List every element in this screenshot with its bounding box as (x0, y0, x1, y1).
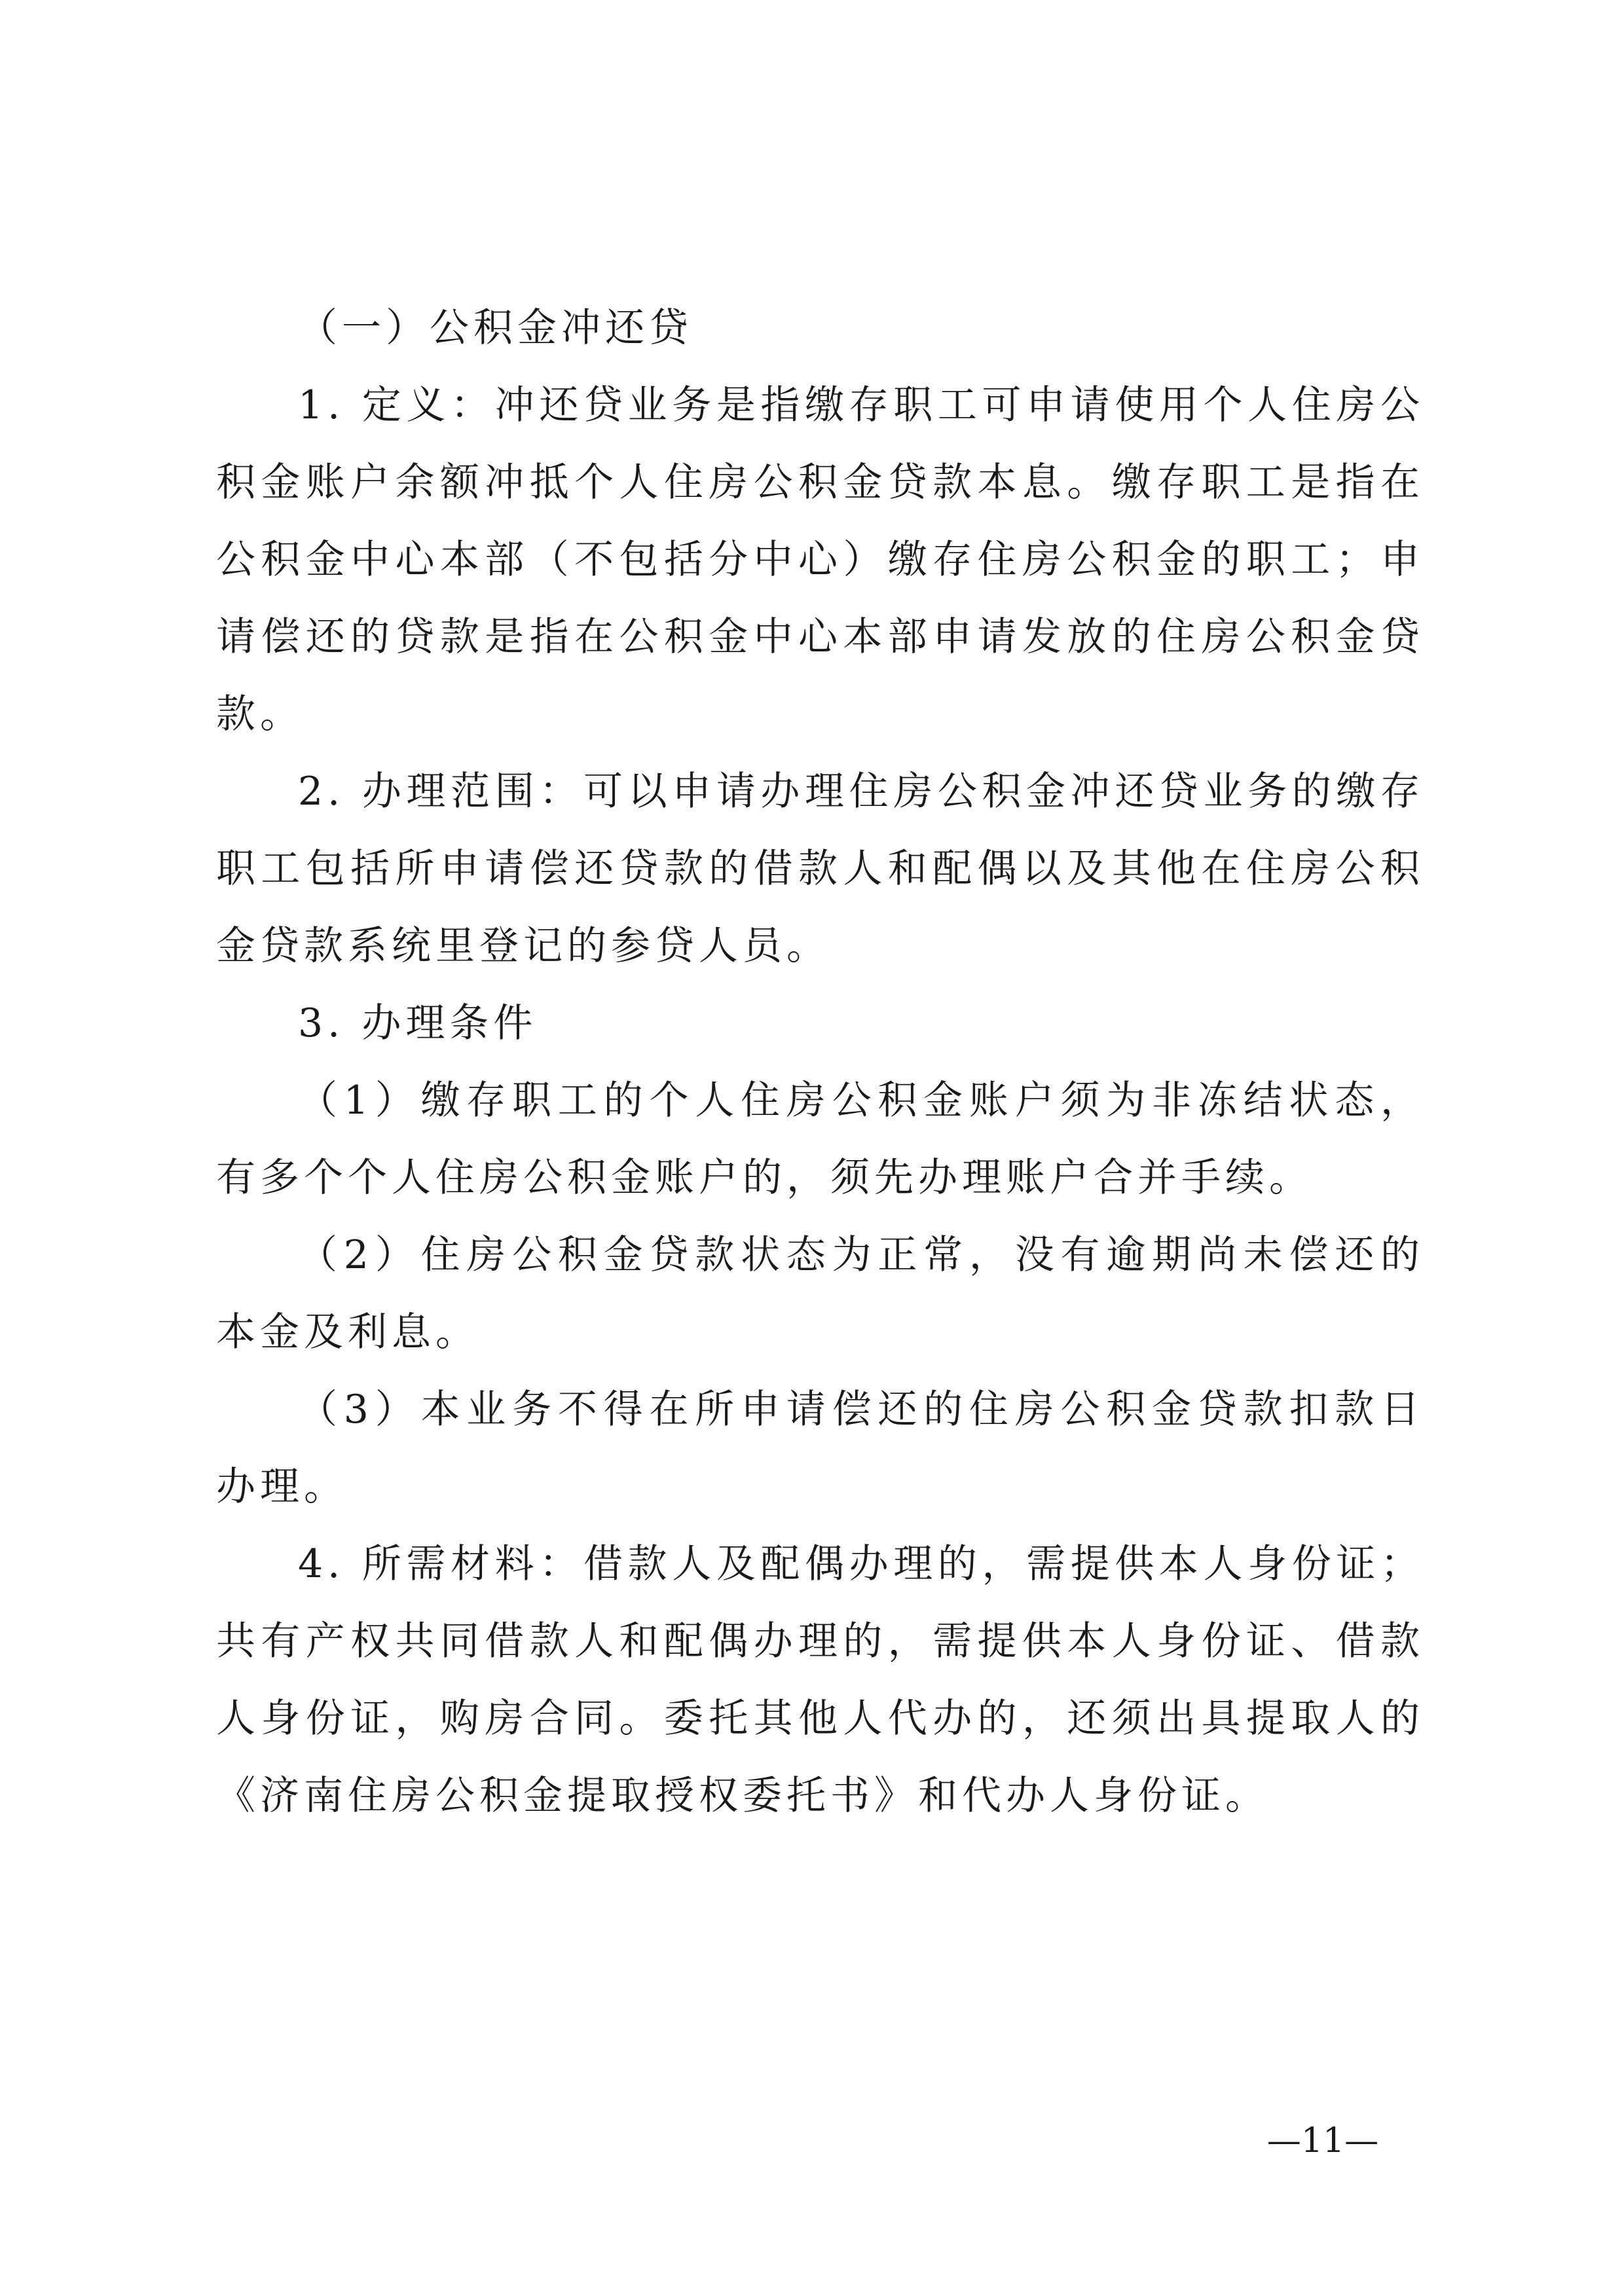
paragraph-definition: 1. 定义：冲还贷业务是指缴存职工可申请使用个人住房公积金账户余额冲抵个人住房公积金贷款本息。缴存职工是指在公积金中心本部（不包括分中心）缴存住房公积金的职工；申请偿还的贷款是指在公积金中心本部申请发放的住房公积金贷款。 (216, 382, 1424, 737)
paragraph-condition-2: （2）住房公积金贷款状态为正常，没有逾期尚未偿还的本金及利息。 (216, 1232, 1424, 1355)
page-number: —11— (1266, 2121, 1379, 2160)
paragraph-condition-3: （3）本业务不得在所申请偿还的住房公积金贷款扣款日办理。 (216, 1387, 1424, 1510)
paragraph-materials: 4. 所需材料：借款人及配偶办理的，需提供本人身份证；共有产权共同借款人和配偶办理的，需提供本人身份证、借款人身份证，购房合同。委托其他人代办的，还须出具提取人的《济南住房公积金提取授权委托书》和代办人身份证。 (216, 1541, 1424, 1819)
section-heading-block (216, 289, 1424, 367)
body-text (216, 367, 1424, 1834)
section-title: （一）公积金冲还贷 (298, 305, 693, 351)
paragraph-conditions-heading: 3. 办理条件 (298, 1000, 538, 1046)
paragraph-condition-1: （1）缴存职工的个人住房公积金账户须为非冻结状态，有多个个人住房公积金账户的，须先办理账户合并手续。 (216, 1078, 1424, 1201)
paragraph-scope: 2. 办理范围：可以申请办理住房公积金冲还贷业务的缴存职工包括所申请偿还贷款的借款人和配偶以及其他在住房公积金贷款系统里登记的参贷人员。 (216, 769, 1424, 969)
